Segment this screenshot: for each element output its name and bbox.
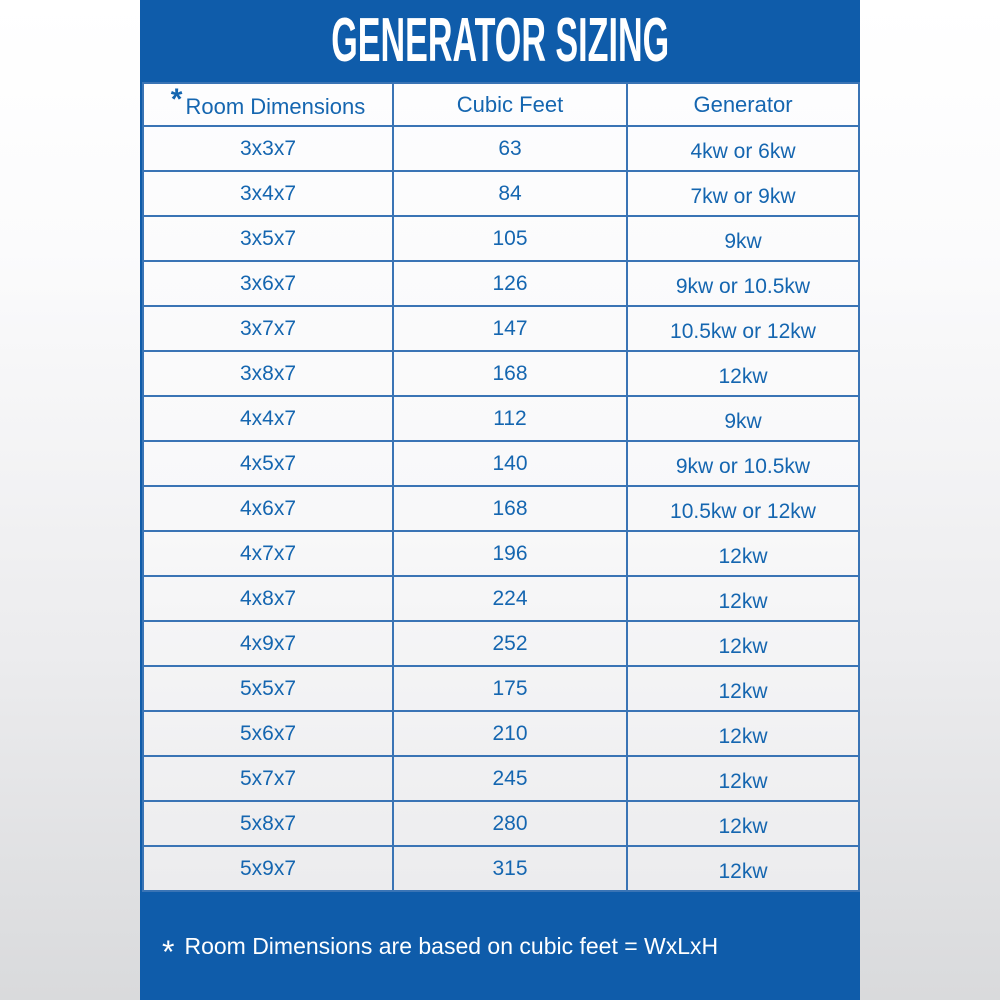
cell-generator: 9kw [627,396,859,441]
footnote-text: Room Dimensions are based on cubic feet = WxLxH [184,932,719,959]
generator-sizing-table [142,82,860,892]
cell-generator: 7kw or 9kw [627,171,859,216]
cell-generator: 12kw [627,576,859,621]
column-header-room-dimensions-label: Room Dimensions [185,93,366,119]
cell-room-dimensions: 3x8x7 [143,351,393,396]
cell-room-dimensions: 4x5x7 [143,441,393,486]
cell-generator: 10.5kw or 12kw [627,306,859,351]
cell-generator: 12kw [627,666,859,711]
table-row [143,711,859,756]
table-row [143,216,859,261]
cell-cubic-feet: 252 [393,621,627,666]
sizing-table-wrap [142,82,858,892]
cell-cubic-feet: 245 [393,756,627,801]
table-row [143,306,859,351]
cell-room-dimensions: 4x6x7 [143,486,393,531]
cell-generator: 9kw or 10.5kw [627,441,859,486]
column-header-room-dimensions [143,83,393,126]
cell-cubic-feet: 126 [393,261,627,306]
table-row [143,531,859,576]
cell-cubic-feet: 147 [393,306,627,351]
cell-generator: 9kw or 10.5kw [627,261,859,306]
table-row [143,576,859,621]
page-title: GENERATOR SIZING [331,6,669,75]
cell-room-dimensions: 5x8x7 [143,801,393,846]
cell-cubic-feet: 112 [393,396,627,441]
cell-cubic-feet: 196 [393,531,627,576]
table-row [143,441,859,486]
table-row [143,486,859,531]
table-row [143,801,859,846]
cell-room-dimensions: 3x4x7 [143,171,393,216]
cell-room-dimensions: 5x9x7 [143,846,393,891]
cell-generator: 9kw [627,216,859,261]
cell-cubic-feet: 84 [393,171,627,216]
cell-generator: 12kw [627,531,859,576]
table-row [143,756,859,801]
cell-cubic-feet: 175 [393,666,627,711]
table-row [143,171,859,216]
cell-generator: 10.5kw or 12kw [627,486,859,531]
cell-room-dimensions: 4x7x7 [143,531,393,576]
table-row [143,666,859,711]
cell-generator: 12kw [627,621,859,666]
table-body [143,126,859,891]
cell-cubic-feet: 63 [393,126,627,171]
cell-cubic-feet: 280 [393,801,627,846]
cell-room-dimensions: 5x7x7 [143,756,393,801]
table-row [143,261,859,306]
cell-generator: 12kw [627,351,859,396]
cell-generator: 4kw or 6kw [627,126,859,171]
cell-cubic-feet: 140 [393,441,627,486]
cell-cubic-feet: 210 [393,711,627,756]
cell-room-dimensions: 4x9x7 [143,621,393,666]
cell-room-dimensions: 3x5x7 [143,216,393,261]
cell-generator: 12kw [627,846,859,891]
cell-generator: 12kw [627,801,859,846]
cell-generator: 12kw [627,756,859,801]
column-header-cubic-feet: Cubic Feet [393,83,627,126]
table-row [143,126,859,171]
column-header-generator: Generator [627,83,859,126]
cell-cubic-feet: 315 [393,846,627,891]
cell-cubic-feet: 105 [393,216,627,261]
table-header-row [143,83,859,126]
table-row [143,351,859,396]
cell-cubic-feet: 224 [393,576,627,621]
cell-generator: 12kw [627,711,859,756]
cell-cubic-feet: 168 [393,351,627,396]
generator-sizing-panel [140,0,860,1000]
header-asterisk: * [170,82,183,116]
footnote-bar: * Room Dimensions are based on cubic feet = WxLxH [162,932,719,970]
cell-cubic-feet: 168 [393,486,627,531]
table-row [143,621,859,666]
cell-room-dimensions: 5x6x7 [143,711,393,756]
cell-room-dimensions: 4x4x7 [143,396,393,441]
cell-room-dimensions: 5x5x7 [143,666,393,711]
cell-room-dimensions: 3x6x7 [143,261,393,306]
table-row [143,846,859,891]
cell-room-dimensions: 3x7x7 [143,306,393,351]
cell-room-dimensions: 4x8x7 [143,576,393,621]
table-row [143,396,859,441]
title-bar [140,0,860,82]
cell-room-dimensions: 3x3x7 [143,126,393,171]
